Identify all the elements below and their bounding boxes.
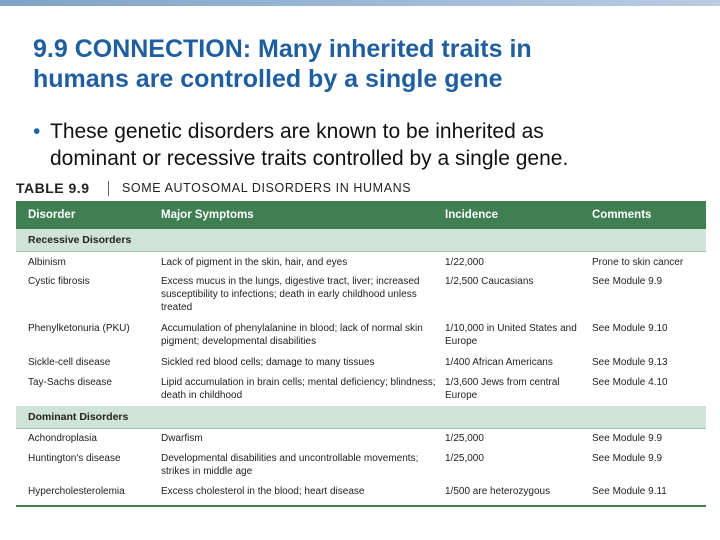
cell-disorder: Tay-Sachs disease bbox=[28, 377, 112, 388]
cell-comments: See Module 9.13 bbox=[592, 357, 668, 368]
bullet-point bbox=[33, 118, 713, 172]
slide-title-line-1: 9.9 CONNECTION: Many inherited traits in bbox=[33, 35, 532, 63]
cell-comments: Prone to skin cancer bbox=[592, 257, 684, 268]
cell-symptoms: Lipid accumulation in brain cells; mental deficiency; blindness; death in childhood bbox=[161, 377, 436, 401]
cell-incidence: 1/400 African Americans bbox=[445, 357, 553, 368]
section-recessive bbox=[16, 229, 706, 252]
cell-incidence: 1/2,500 Caucasians bbox=[445, 276, 534, 287]
cell-incidence: 1/25,000 bbox=[445, 433, 484, 444]
table-header-row bbox=[16, 201, 706, 229]
cell-disorder: Hypercholesterolemia bbox=[28, 486, 125, 497]
cell-disorder: Albinism bbox=[28, 257, 66, 268]
cell-disorder: Cystic fibrosis bbox=[28, 276, 90, 287]
cell-comments: See Module 9.11 bbox=[592, 486, 667, 497]
header-incidence: Incidence bbox=[445, 209, 499, 221]
cell-symptoms: Developmental disabilities and uncontrollable movements; strikes in middle age bbox=[161, 453, 419, 477]
header-comments: Comments bbox=[592, 209, 652, 221]
cell-incidence: 1/22,000 bbox=[445, 257, 484, 268]
table-caption bbox=[16, 180, 706, 198]
cell-incidence: 1/500 are heterozygous bbox=[445, 486, 551, 497]
slide-title-line-2: humans are controlled by a single gene bbox=[33, 65, 503, 93]
table-title: SOME AUTOSOMAL DISORDERS IN HUMANS bbox=[122, 181, 412, 195]
cell-incidence: 1/25,000 bbox=[445, 453, 484, 464]
cell-comments: See Module 9.9 bbox=[592, 276, 663, 287]
section-dominant-label: Dominant Disorders bbox=[28, 411, 129, 423]
bullet-text bbox=[33, 118, 713, 172]
section-dominant bbox=[16, 406, 706, 429]
cell-disorder: Huntington's disease bbox=[28, 453, 121, 464]
header-major-symptoms: Major Symptoms bbox=[161, 209, 254, 221]
cell-symptoms: Sickled red blood cells; damage to many tissues bbox=[161, 357, 375, 368]
cell-symptoms: Excess mucus in the lungs, digestive tract, liver; increased susceptibility to infections; death in early childhood unless treated bbox=[161, 276, 420, 313]
cell-disorder: Phenylketonuria (PKU) bbox=[28, 323, 130, 334]
cell-disorder: Sickle-cell disease bbox=[28, 357, 111, 368]
caption-divider bbox=[108, 181, 109, 196]
cell-symptoms: Lack of pigment in the skin, hair, and eyes bbox=[161, 257, 348, 268]
cell-comments: See Module 9.9 bbox=[592, 453, 663, 464]
table-label: TABLE 9.9 bbox=[16, 180, 90, 196]
cell-symptoms: Accumulation of phenylalanine in blood; lack of normal skin pigment; developmental disabilities bbox=[161, 323, 423, 347]
cell-comments: See Module 4.10 bbox=[592, 377, 668, 388]
cell-disorder: Achondroplasia bbox=[28, 433, 97, 444]
bullet-line-2: dominant or recessive traits controlled by a single gene. bbox=[50, 147, 569, 170]
cell-incidence: 1/3,600 Jews from central Europe bbox=[445, 377, 560, 401]
bullet-dot-icon: • bbox=[33, 120, 41, 143]
cell-symptoms: Dwarfism bbox=[161, 433, 203, 444]
top-accent-rule bbox=[0, 0, 720, 6]
section-recessive-label: Recessive Disorders bbox=[28, 234, 132, 246]
slide-title bbox=[33, 34, 703, 94]
disorders-table bbox=[16, 201, 706, 507]
bullet-line-1: These genetic disorders are known to be inherited as bbox=[50, 120, 544, 143]
cell-comments: See Module 9.9 bbox=[592, 433, 663, 444]
table-bottom-rule bbox=[16, 505, 706, 507]
header-disorder: Disorder bbox=[28, 209, 76, 221]
cell-incidence: 1/10,000 in United States and Europe bbox=[445, 323, 577, 347]
cell-symptoms: Excess cholesterol in the blood; heart disease bbox=[161, 486, 365, 497]
cell-comments: See Module 9.10 bbox=[592, 323, 668, 334]
